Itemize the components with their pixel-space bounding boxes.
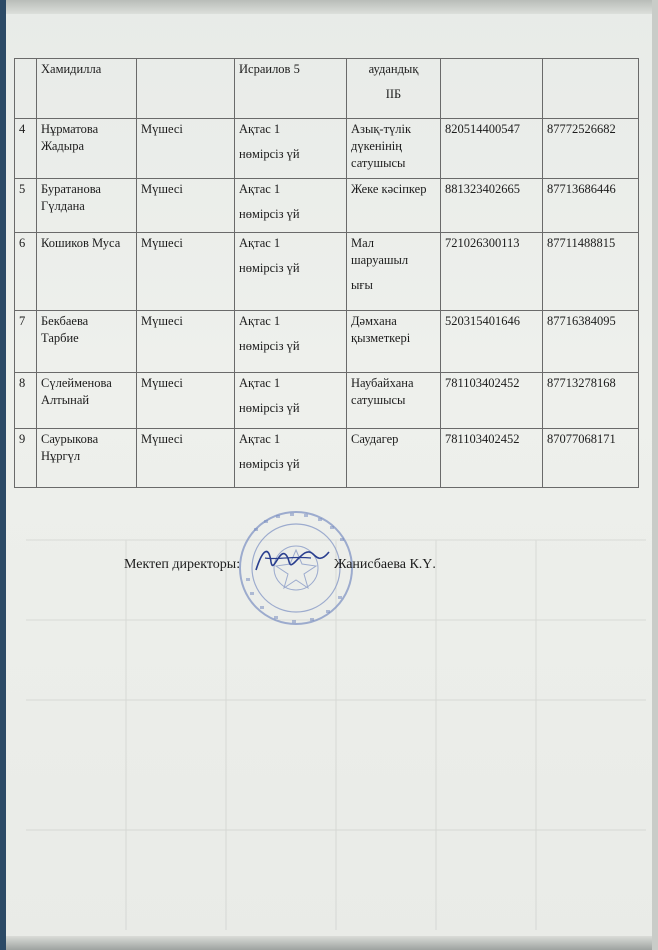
cell-name: Сүлейменова Алтынай bbox=[37, 373, 137, 429]
signer-name: Жанисбаева К.Ү. bbox=[334, 557, 436, 572]
cell-workplace: Жеке кәсіпкер bbox=[347, 179, 441, 233]
signature-block bbox=[124, 557, 436, 573]
cell-workplace: Наубайхана сатушысы bbox=[347, 373, 441, 429]
cell-number: 8 bbox=[15, 373, 37, 429]
cell-phone: 87077068171 bbox=[543, 429, 639, 488]
cell-iin: 820514400547 bbox=[441, 119, 543, 179]
cell-number: 6 bbox=[15, 233, 37, 311]
cell-iin: 721026300113 bbox=[441, 233, 543, 311]
cell-workplace: Мал шаруашыл ығы bbox=[347, 233, 441, 311]
cell-address: Исраилов 5 bbox=[235, 59, 347, 119]
cell-number: 7 bbox=[15, 311, 37, 373]
table-row bbox=[15, 429, 639, 488]
cell-workplace: Дәмхана қызметкері bbox=[347, 311, 441, 373]
cell-name: Саурыкова Нұргүл bbox=[37, 429, 137, 488]
signature-label: Мектеп директоры: bbox=[124, 557, 241, 572]
table-row bbox=[15, 311, 639, 373]
table-row bbox=[15, 59, 639, 119]
cell-iin: 781103402452 bbox=[441, 373, 543, 429]
table-row bbox=[15, 233, 639, 311]
cell-address: Ақтас 1 нөмірсіз үй bbox=[235, 119, 347, 179]
table-row bbox=[15, 373, 639, 429]
handwritten-signature bbox=[251, 540, 331, 580]
cell-name: Бекбаева Тарбие bbox=[37, 311, 137, 373]
cell-number: 9 bbox=[15, 429, 37, 488]
cell-workplace: аудандық ІІБ bbox=[347, 59, 441, 119]
cell-name: Хамидилла bbox=[37, 59, 137, 119]
cell-role: Мүшесі bbox=[137, 119, 235, 179]
cell-phone: 87713278168 bbox=[543, 373, 639, 429]
members-table bbox=[14, 58, 639, 488]
cell-phone bbox=[543, 59, 639, 119]
cell-iin bbox=[441, 59, 543, 119]
cell-address: Ақтас 1 нөмірсіз үй bbox=[235, 311, 347, 373]
cell-phone: 87711488815 bbox=[543, 233, 639, 311]
cell-name: Нұрматова Жадыра bbox=[37, 119, 137, 179]
cell-role: Мүшесі bbox=[137, 429, 235, 488]
cell-phone: 87713686446 bbox=[543, 179, 639, 233]
cell-number bbox=[15, 59, 37, 119]
table-row bbox=[15, 119, 639, 179]
page-top-edge bbox=[6, 0, 652, 14]
cell-workplace: Азық-түлік дүкенінің сатушысы bbox=[347, 119, 441, 179]
cell-name: Кошиков Муса bbox=[37, 233, 137, 311]
cell-address: Ақтас 1 нөмірсіз үй bbox=[235, 233, 347, 311]
cell-workplace: Саудагер bbox=[347, 429, 441, 488]
cell-iin: 520315401646 bbox=[441, 311, 543, 373]
cell-number: 5 bbox=[15, 179, 37, 233]
scanned-page bbox=[6, 0, 652, 950]
cell-iin: 781103402452 bbox=[441, 429, 543, 488]
cell-role bbox=[137, 59, 235, 119]
cell-iin: 881323402665 bbox=[441, 179, 543, 233]
cell-role: Мүшесі bbox=[137, 373, 235, 429]
table-row bbox=[15, 179, 639, 233]
cell-role: Мүшесі bbox=[137, 179, 235, 233]
cell-number: 4 bbox=[15, 119, 37, 179]
page-bottom-edge bbox=[6, 936, 652, 950]
cell-address: Ақтас 1 нөмірсіз үй bbox=[235, 429, 347, 488]
cell-phone: 87772526682 bbox=[543, 119, 639, 179]
cell-name: Буратанова Гүлдана bbox=[37, 179, 137, 233]
cell-address: Ақтас 1 нөмірсіз үй bbox=[235, 179, 347, 233]
cell-role: Мүшесі bbox=[137, 311, 235, 373]
cell-phone: 87716384095 bbox=[543, 311, 639, 373]
cell-address: Ақтас 1 нөмірсіз үй bbox=[235, 373, 347, 429]
cell-role: Мүшесі bbox=[137, 233, 235, 311]
